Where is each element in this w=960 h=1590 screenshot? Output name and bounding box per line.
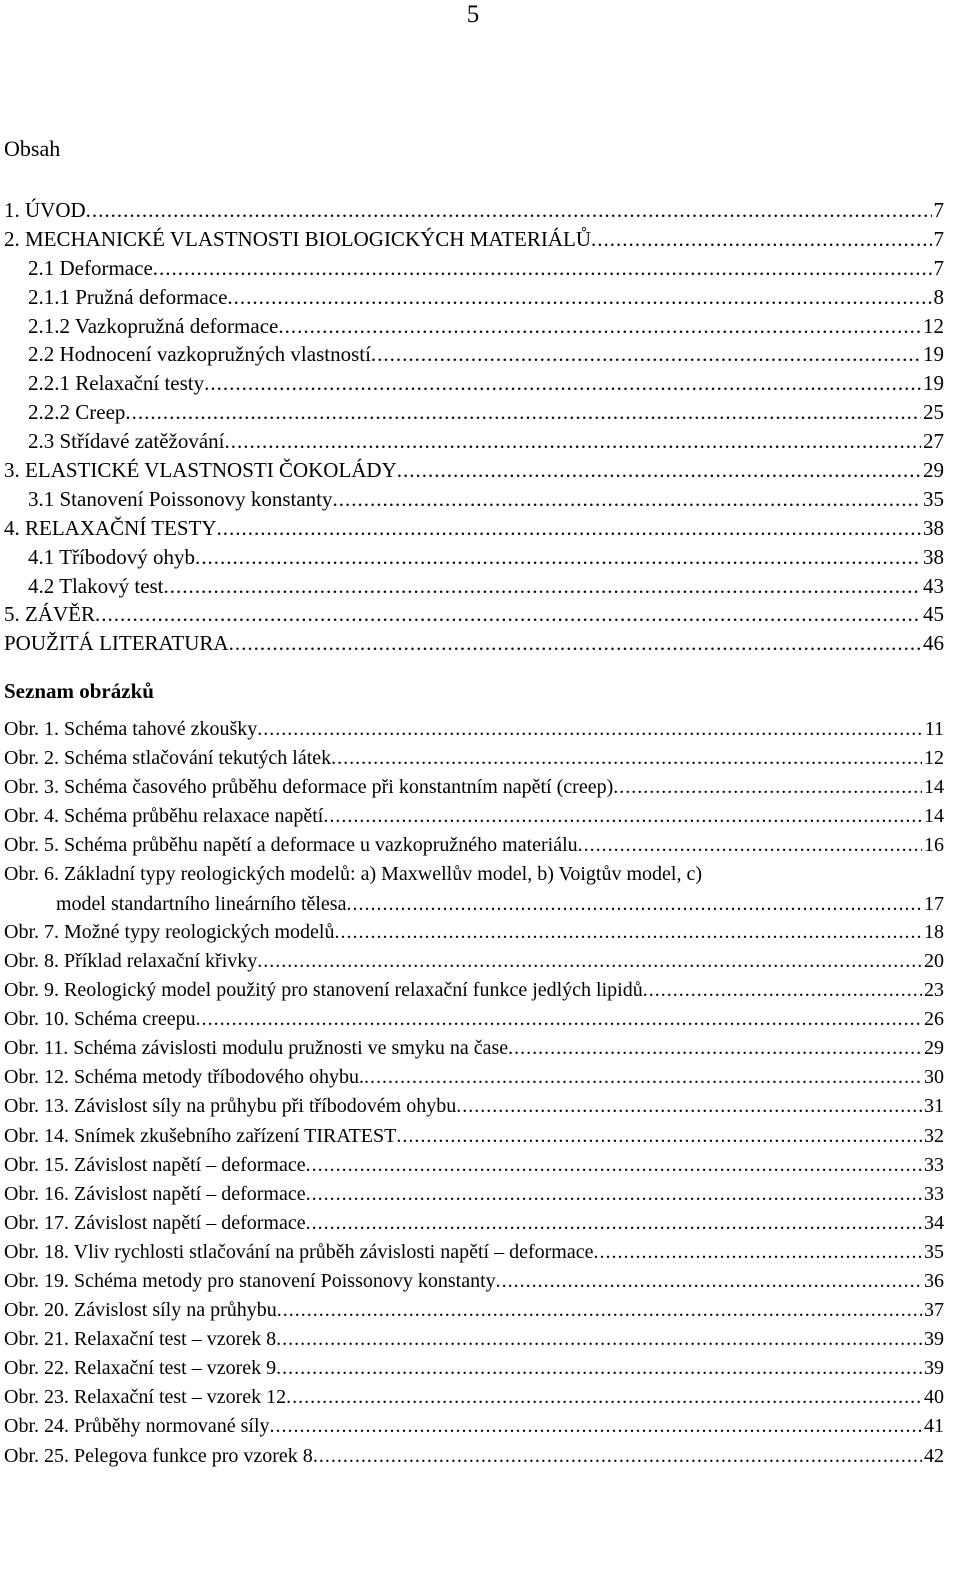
entry-title: Obr. 15. Závislost napětí – deformace — [4, 1153, 306, 1176]
figure-entry-continuation[interactable] — [4, 890, 944, 918]
figure-entry[interactable] — [4, 1092, 944, 1121]
figure-entry[interactable] — [4, 1412, 944, 1441]
dot-leader — [578, 831, 922, 860]
figure-entry[interactable] — [4, 1296, 944, 1325]
dot-leader — [333, 485, 921, 514]
entry-page-number: 20 — [924, 949, 944, 972]
entry-title: Obr. 25. Pelegova funkce pro vzorek 8 — [4, 1444, 313, 1467]
entry-page-number: 8 — [933, 284, 944, 309]
page-number: 5 — [466, 1, 480, 28]
toc-entry[interactable] — [4, 427, 944, 456]
toc-entry[interactable] — [4, 369, 944, 398]
entry-page-number: 26 — [924, 1008, 944, 1031]
entry-title: Obr. 19. Schéma metody pro stanovení Poissonovy konstanty — [4, 1269, 496, 1292]
entry-page-number: 37 — [924, 1299, 944, 1322]
dot-leader — [613, 773, 922, 802]
toc-entry[interactable] — [4, 254, 944, 283]
dot-leader — [257, 715, 922, 744]
entry-title: Obr. 22. Relaxační test – vzorek 9 — [4, 1357, 277, 1380]
entry-page-number: 40 — [924, 1386, 944, 1409]
entry-page-number: 41 — [924, 1415, 944, 1438]
figure-entry[interactable] — [4, 1151, 944, 1180]
dot-leader — [278, 312, 921, 341]
entry-title: Obr. 18. Vliv rychlosti stlačování na průběh závislosti napětí – deformace — [4, 1240, 594, 1263]
figure-entry[interactable] — [4, 918, 944, 947]
entry-title: 2.2 Hodnocení vazkopružných vlastností — [28, 342, 371, 367]
entry-title: Obr. 2. Schéma stlačování tekutých látek — [4, 747, 332, 770]
entry-page-number: 14 — [924, 805, 944, 828]
entry-page-number: 19 — [923, 371, 944, 396]
figure-entry[interactable] — [4, 773, 944, 802]
figure-entry[interactable] — [4, 947, 944, 976]
dot-leader — [86, 196, 932, 225]
entry-title: POUŽITÁ LITERATURA — [4, 631, 229, 656]
dot-leader — [125, 398, 921, 427]
figures-heading: Seznam obrázků — [4, 679, 154, 703]
entry-title: 2.1.1 Pružná deformace — [28, 284, 228, 309]
dot-leader — [153, 254, 932, 283]
toc-entry[interactable] — [4, 456, 944, 485]
entry-page-number: 31 — [924, 1095, 944, 1118]
figure-entry[interactable] — [4, 976, 944, 1005]
entry-page-number: 12 — [924, 747, 944, 770]
figure-entry[interactable] — [4, 1383, 944, 1412]
dot-leader — [313, 1442, 922, 1471]
dot-leader — [346, 890, 922, 918]
entry-page-number: 33 — [924, 1182, 944, 1205]
contents-heading: Obsah — [4, 136, 61, 161]
dot-leader — [217, 514, 921, 543]
figure-entry[interactable] — [4, 1063, 944, 1092]
entry-page-number: 17 — [924, 892, 944, 915]
table-of-contents — [4, 196, 944, 658]
entry-title: 5. ZÁVĚR — [4, 602, 95, 627]
entry-page-number: 36 — [924, 1269, 944, 1292]
entry-title: Obr. 13. Závislost síly na průhybu při tříbodovém ohybu — [4, 1095, 457, 1118]
toc-entry[interactable] — [4, 485, 944, 514]
dot-leader — [257, 947, 922, 976]
dot-leader — [335, 918, 923, 947]
entry-title: Obr. 21. Relaxační test – vzorek 8 — [4, 1328, 277, 1351]
toc-entry[interactable] — [4, 514, 944, 543]
dot-leader — [195, 543, 921, 572]
entry-page-number: 39 — [924, 1357, 944, 1380]
entry-page-number: 32 — [924, 1124, 944, 1147]
entry-title: Obr. 17. Závislost napětí – deformace — [4, 1211, 306, 1234]
dot-leader — [286, 1383, 922, 1412]
entry-page-number: 7 — [933, 198, 944, 222]
entry-page-number: 34 — [924, 1211, 944, 1234]
figure-entry-first-line[interactable]: Obr. 6. Základní typy reologických modelů: a) Maxwellův model, b) Voigtův model, c) — [4, 863, 703, 886]
dot-leader — [591, 225, 931, 254]
entry-title: model standartního lineárního tělesa — [56, 892, 347, 915]
toc-entry[interactable] — [4, 196, 944, 225]
dot-leader — [276, 1325, 922, 1354]
dot-leader — [270, 1412, 922, 1441]
entry-page-number: 16 — [924, 834, 944, 857]
figure-entry[interactable] — [4, 1442, 944, 1471]
dot-leader — [396, 1122, 922, 1151]
entry-page-number: 23 — [924, 979, 944, 1002]
entry-page-number: 7 — [933, 226, 944, 251]
figure-entry[interactable] — [4, 1005, 944, 1034]
dot-leader — [306, 1151, 922, 1180]
toc-entry[interactable] — [4, 572, 944, 601]
toc-entry[interactable] — [4, 629, 944, 658]
dot-leader — [496, 1267, 922, 1296]
entry-page-number: 46 — [923, 631, 944, 656]
entry-page-number: 11 — [924, 718, 944, 740]
dot-leader — [508, 1034, 922, 1063]
entry-page-number: 12 — [923, 313, 944, 338]
toc-entry[interactable] — [4, 312, 944, 341]
entry-title: Obr. 23. Relaxační test – vzorek 12 — [4, 1386, 287, 1409]
figure-entry[interactable] — [4, 1209, 944, 1238]
entry-title: Obr. 14. Snímek zkušebního zařízení TIRATEST — [4, 1124, 397, 1147]
entry-title: Obr. 7. Možné typy reologických modelů — [4, 920, 335, 943]
entry-page-number: 29 — [924, 1037, 944, 1060]
toc-entry[interactable] — [4, 283, 944, 312]
list-of-figures — [4, 715, 944, 1471]
entry-title: 1. ÚVOD — [4, 198, 86, 222]
entry-page-number: 30 — [924, 1066, 944, 1089]
dot-leader — [331, 744, 922, 773]
entry-page-number: 18 — [924, 920, 944, 943]
entry-title: 4. RELAXAČNÍ TESTY — [4, 515, 217, 540]
entry-title: Obr. 12. Schéma metody tříbodového ohybu. — [4, 1066, 364, 1089]
entry-title: 2.1.2 Vazkopružná deformace — [28, 313, 279, 338]
figure-entry[interactable] — [4, 1122, 944, 1151]
entry-title: 2. MECHANICKÉ VLASTNOSTI BIOLOGICKÝCH MATERIÁLŮ — [4, 226, 592, 251]
figure-entry[interactable] — [4, 1180, 944, 1209]
toc-entry[interactable] — [4, 600, 944, 629]
entry-page-number: 35 — [923, 486, 944, 511]
dot-leader — [364, 1063, 922, 1092]
entry-title: 3.1 Stanovení Poissonovy konstanty — [28, 486, 333, 511]
dot-leader — [227, 283, 931, 312]
figure-entry[interactable] — [4, 802, 944, 831]
entry-page-number: 35 — [924, 1240, 944, 1263]
dot-leader — [593, 1238, 922, 1267]
entry-page-number: 33 — [924, 1153, 944, 1176]
dot-leader — [95, 600, 921, 629]
figure-entry[interactable] — [4, 744, 944, 773]
dot-leader — [323, 802, 922, 831]
entry-title: 2.2.2 Creep — [28, 400, 126, 425]
entry-page-number: 7 — [933, 255, 944, 280]
entry-title: 2.2.1 Relaxační testy — [28, 371, 205, 396]
dot-leader — [276, 1354, 922, 1383]
entry-page-number: 38 — [923, 515, 944, 540]
figure-entry[interactable] — [4, 1238, 944, 1267]
dot-leader — [196, 1005, 922, 1034]
entry-title: Obr. 5. Schéma průběhu napětí a deformace u vazkopružného materiálu — [4, 834, 578, 857]
toc-entry[interactable] — [4, 398, 944, 427]
entry-title: Obr. 16. Závislost napětí – deformace — [4, 1182, 306, 1205]
entry-title: Obr. 20. Závislost síly na průhybu — [4, 1299, 277, 1322]
figure-entry[interactable] — [4, 831, 944, 860]
entry-title: Obr. 24. Průběhy normované síly — [4, 1415, 270, 1438]
dot-leader — [225, 427, 921, 456]
entry-page-number: 14 — [924, 776, 944, 799]
entry-title: 2.3 Střídavé zatěžování — [28, 429, 225, 454]
dot-leader — [643, 976, 922, 1005]
entry-title: 3. ELASTICKÉ VLASTNOSTI ČOKOLÁDY — [4, 458, 397, 483]
entry-page-number: 43 — [923, 573, 944, 598]
figure-entry[interactable] — [4, 1325, 944, 1354]
entry-page-number: 25 — [923, 400, 944, 425]
entry-page-number: 27 — [923, 429, 944, 454]
toc-entry[interactable] — [4, 340, 944, 369]
dot-leader — [306, 1180, 922, 1209]
dot-leader — [229, 629, 921, 658]
entry-page-number: 19 — [923, 342, 944, 367]
dot-leader — [277, 1296, 922, 1325]
entry-page-number: 38 — [923, 544, 944, 569]
entry-title: Obr. 3. Schéma časového průběhu deformace při konstantním napětí (creep) — [4, 776, 614, 799]
figure-entry[interactable] — [4, 1034, 944, 1063]
figure-entry[interactable] — [4, 1267, 944, 1296]
toc-entry[interactable] — [4, 225, 944, 254]
figure-entry[interactable] — [4, 715, 944, 744]
entry-page-number: 42 — [924, 1444, 944, 1467]
dot-leader — [164, 572, 921, 601]
entry-title: Obr. 10. Schéma creepu — [4, 1008, 196, 1031]
entry-title: 4.2 Tlakový test — [28, 573, 164, 598]
dot-leader — [397, 456, 921, 485]
entry-page-number: 29 — [923, 458, 944, 483]
dot-leader — [204, 369, 921, 398]
dot-leader — [456, 1092, 922, 1121]
toc-entry[interactable] — [4, 543, 944, 572]
figure-entry[interactable] — [4, 1354, 944, 1383]
entry-page-number: 39 — [924, 1328, 944, 1351]
entry-title: Obr. 1. Schéma tahové zkoušky — [4, 718, 258, 740]
dot-leader — [306, 1209, 922, 1238]
entry-title: Obr. 9. Reologický model použitý pro stanovení relaxační funkce jedlých lipidů — [4, 979, 643, 1002]
entry-title: 4.1 Tříbodový ohyb — [28, 544, 196, 569]
dot-leader — [371, 340, 921, 369]
entry-page-number: 45 — [923, 602, 944, 627]
entry-title: Obr. 4. Schéma průběhu relaxace napětí — [4, 805, 324, 828]
entry-title: Obr. 11. Schéma závislosti modulu pružnosti ve smyku na čase — [4, 1037, 509, 1060]
entry-title: Obr. 8. Příklad relaxační křivky — [4, 949, 258, 972]
entry-title: 2.1 Deformace — [28, 255, 153, 280]
